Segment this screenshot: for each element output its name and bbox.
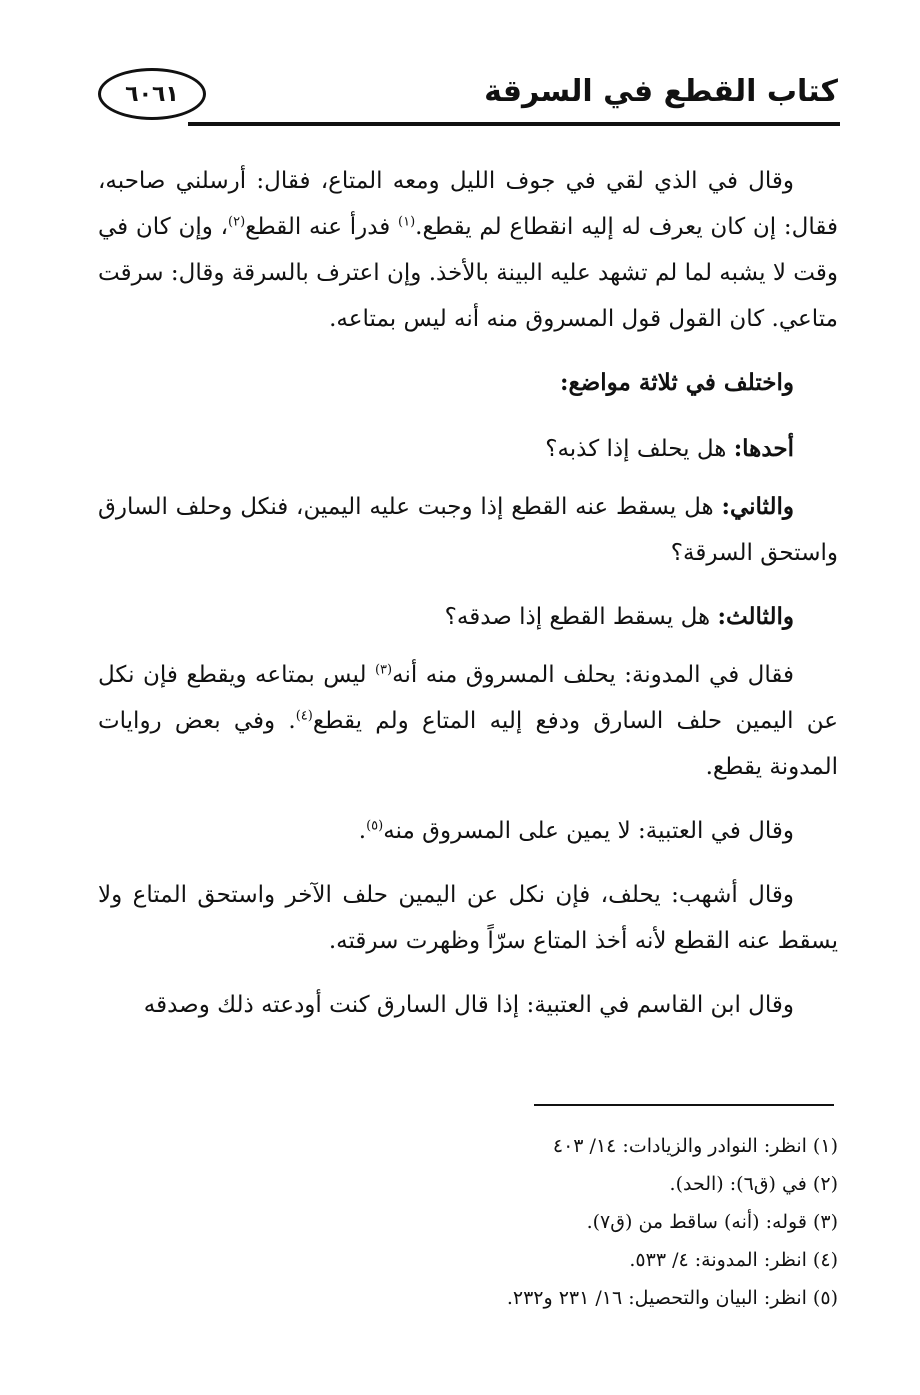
chapter-title: كتاب القطع في السرقة	[484, 74, 838, 109]
footnote-5: (٥) انظر: البيان والتحصيل: ١٦/ ٢٣١ و٢٣٢.	[506, 1287, 838, 1309]
page-number: ٦٠٦١	[125, 81, 179, 107]
footnote-ref-5: (٥)	[366, 818, 384, 834]
point-second	[98, 484, 838, 576]
footnote-ref-4: (٤)	[295, 708, 313, 724]
paragraph-mudawwana-text-b: ليس بمتاعه ويقطع فإن نكل عن اليمين حلف السارق ودفع إليه المتاع ولم يقطع	[98, 662, 838, 734]
point-first-label: أحدها:	[733, 435, 794, 462]
footnote-3: (٣) قوله: (أنه) ساقط من (ق٧).	[586, 1211, 838, 1233]
point-first	[98, 426, 838, 472]
point-second-text: هل يسقط عنه القطع إذا وجبت عليه اليمين، فنكل وحلف السارق واستحق السرقة؟	[98, 494, 838, 566]
point-third-label: والثالث:	[717, 603, 794, 630]
footnote-divider	[534, 1104, 834, 1106]
point-third-text: هل يسقط القطع إذا صدقه؟	[444, 604, 718, 630]
paragraph-mudawwana-text-c: . وفي بعض روايات المدونة يقطع.	[98, 708, 838, 780]
footnote-ref-2: (٢)	[228, 214, 246, 230]
paragraph-1-text-a: وقال في الذي لقي في جوف الليل ومعه المتاع، فقال: أرسلني صاحبه، فقال: إن كان يعرف له إليه انقطاع لم يقطع.	[98, 168, 838, 240]
page-header	[98, 62, 840, 132]
paragraph-utbiyya-text-b: .	[358, 818, 367, 844]
footnote-ref-1: (١)	[398, 214, 416, 230]
paragraph-ashhab: وقال أشهب: يحلف، فإن نكل عن اليمين حلف الآخر واستحق المتاع ولا يسقط عنه القطع لأنه أخذ المتاع سرّاً وظهرت سرقته.	[98, 882, 838, 954]
paragraph-utbiyya	[98, 808, 838, 854]
paragraph-ibn-qasim: وقال ابن القاسم في العتبية: إذا قال السارق كنت أودعته ذلك وصدقه	[143, 992, 794, 1018]
footnote-4: (٤) انظر: المدونة: ٤/ ٥٣٣.	[629, 1249, 838, 1271]
footnotes	[98, 1128, 838, 1318]
header-divider	[188, 122, 840, 126]
point-third	[98, 594, 838, 640]
paragraph-1-text-c: ، وإن كان في وقت لا يشبه لما لم تشهد عليه البينة بالأخذ. وإن اعترف بالسرقة وقال: سرقت متاعي. كان القول قول المسروق منه أنه ليس بمتاعه.	[98, 214, 838, 332]
paragraph-utbiyya-text-a: وقال في العتبية: لا يمين على المسروق منه	[383, 818, 794, 844]
paragraph-1	[98, 158, 838, 342]
paragraph-mudawwana-text-a: فقال في المدونة: يحلف المسروق منه أنه	[392, 662, 794, 688]
paragraph-mudawwana	[98, 652, 838, 790]
footnote-1: (١) انظر: النوادر والزيادات: ١٤/ ٤٠٣	[552, 1135, 838, 1157]
footnote-2: (٢) في (ق٦): (الحد).	[669, 1173, 838, 1195]
paragraph-1-text-b: فدرأ عنه القطع	[245, 214, 399, 240]
page-number-badge	[98, 68, 206, 120]
footnote-ref-3: (٣)	[374, 662, 393, 678]
main-text	[98, 158, 838, 1046]
point-first-text: هل يحلف إذا كذبه؟	[545, 436, 734, 462]
section-heading: واختلف في ثلاثة مواضع:	[560, 369, 794, 396]
point-second-label: والثاني:	[721, 493, 794, 520]
